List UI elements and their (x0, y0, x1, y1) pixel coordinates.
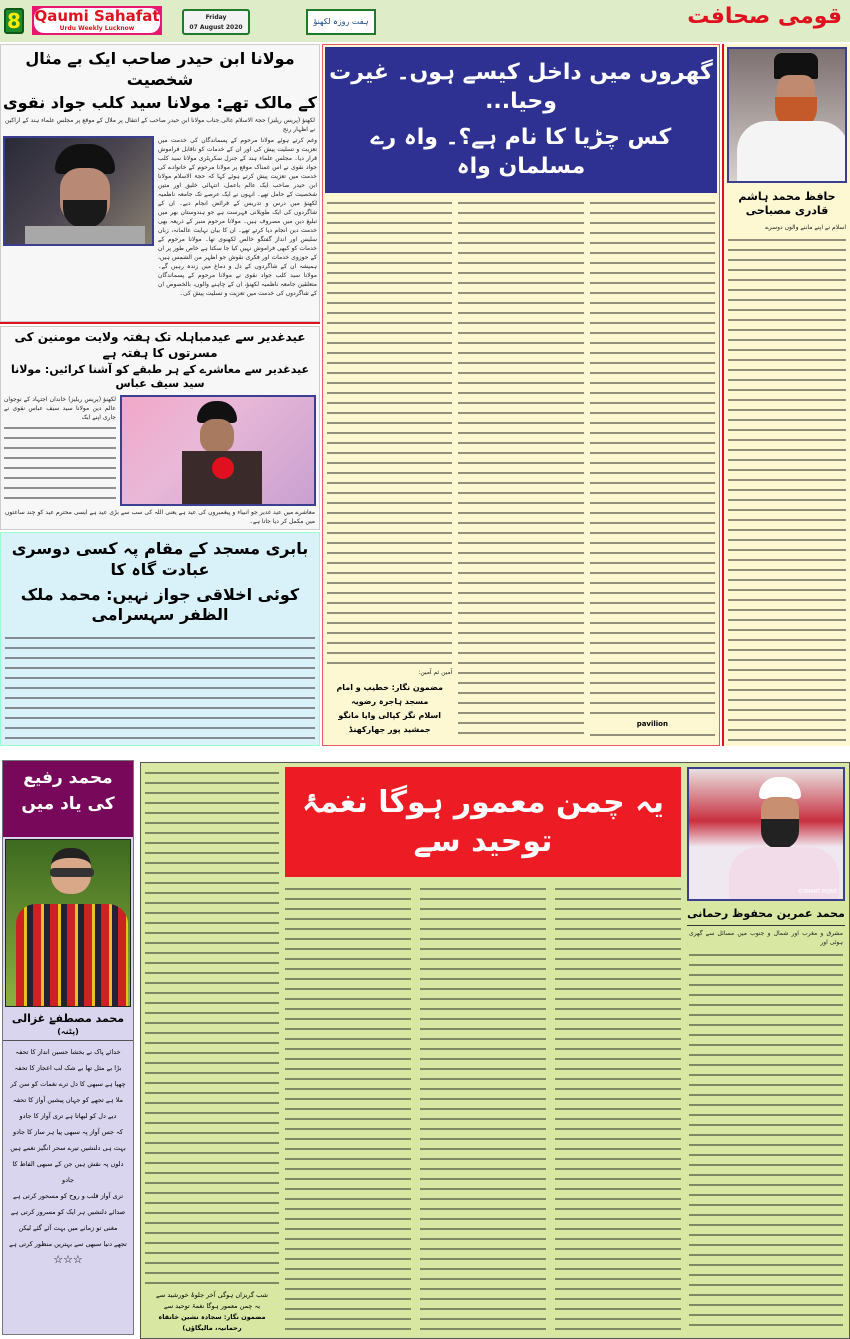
article-body-lines (728, 234, 846, 742)
headline-line1: گھروں میں داخل کیسے ہوں۔ غیرت وحیا... (329, 60, 713, 114)
pavilion-word: pavilion (636, 720, 668, 728)
byline (327, 677, 452, 741)
body-column-right (689, 949, 843, 1332)
date: 07 August 2020 (189, 24, 243, 31)
article-mohammed-rafi (2, 760, 134, 1335)
article-body-lines (4, 422, 116, 506)
headline-line2: کے مالک تھے: مولانا سید کلب جواد نقوی (3, 92, 317, 112)
body-column-2 (420, 883, 546, 1334)
poem-line: ملا ہے تجھے کو جہاں پیشین آواز کا تحفہ (13, 1095, 123, 1104)
date-box (182, 9, 250, 35)
day: Friday (205, 14, 227, 21)
poem-line: تری آواز قلب و روح کو مسحور کرتی ہے (12, 1191, 124, 1200)
article-ghairat-haya (322, 44, 720, 746)
weekly-label: ہفت روزہ لکھنؤ (306, 9, 376, 35)
article-lead: لکھنؤ (پریس ریلیز) حجۃ الاسلام عالی جناب مولانا ابن حیدر صاحب کے انتقال پر ملال کے موقع پر مجلس علماء ہند کے اراکین نے اظہار رنج (5, 117, 315, 134)
poem-line: خدائے پاک نے بخشا حسین انداز کا تحفہ (15, 1047, 121, 1056)
masthead: قومی صحافت (687, 4, 842, 29)
logo-subtitle: Urdu Weekly Lucknow (59, 25, 135, 32)
article-naghma-tauheed (140, 762, 850, 1339)
article-babri-masjid (0, 532, 320, 746)
headline: عیدغدیر سے عیدمباہلہ تک ہفتہ ولایت مومنین کی مسرتوں کا ہفتہ ہے (14, 330, 306, 360)
headline-line1: بابری مسجد کے مقام پہ کسی دوسری عبادت گاہ کا (11, 539, 309, 579)
headline: یہ چمن معمور ہوگا نغمۂ توحید سے (301, 785, 665, 859)
body-lines (458, 197, 583, 741)
body-lines (590, 197, 715, 719)
article-body-lines (5, 632, 315, 741)
poet-place: (پٹنہ) (3, 1027, 133, 1040)
article-content-row (1, 136, 319, 321)
article-eid-ghadeer (0, 326, 320, 530)
poem-line: بہت ہی دلنشیں تیرے سحر انگیز نغمے ہیں (10, 1143, 126, 1152)
memorial-title-box (3, 761, 133, 837)
headline-line1: مولانا ابن حیدر صاحب ایک بے مثال شخصیت (25, 49, 295, 89)
stars-ornament: ☆☆☆ (53, 1252, 83, 1266)
subheadline: عیدغدیر سے معاشرے کے ہر طبقے کو آشنا کرائیں: مولانا سید سیف عباس (10, 363, 310, 391)
body-column-1 (285, 883, 411, 1334)
title-line2: کی یاد میں (21, 794, 115, 815)
poem-line: کہ جس آواز پہ سبھی پیا ہر ساز کا جادو (13, 1127, 123, 1136)
article-closing: معاشرے میں عید غدیر جو انبیاء و پیغمبروں کی عید ہے یعنی اللہ کی سب سے بڑی عید ہے ایسی محترم عید کو چند ساعتوں میں مکمل کر دیا جاتا ہے۔ (5, 509, 315, 525)
article-lead: مشرق و مغرب اور شمال و جنوب میں مسائل سے گھری ہوئی اور (689, 930, 843, 947)
closing-text: آمین ثم آمین: (418, 669, 453, 676)
verse-line: یہ چمن معمور ہوگا نغمۂ توحید سے (163, 1302, 261, 1310)
page-header (0, 0, 850, 42)
article-body-side: وغم کرتے ہوئے مولانا مرحوم کے پسماندگان کی خدمت میں تعزیت و تسلیت پیش کی اور ان کے خدمات کو ناقابل فراموش قرار دیا۔ مجلس علماء ہند کے جنرل سکریٹری مولانا سید کلب جواد نقوی نے اس غمناک موقع پر مولانا مرحوم کے خانوادے کی خدمت میں تعزیت پیش کرتے ہوئے کہا کہ حجۃ الاسلام مولانا ابن حیدر صاحب ایک عالم باعمل، انتہائی خلیق اور متین شخصیت کے حامل تھے۔ انہوں نے ایک عرصے تک جامعہ ناظمیہ لکھنؤ میں درس و تدریس کے فرائض انجام دیے۔ ان کے شاگردوں کی ایک طویلانی فہرست ہے جو ہندوستان بھر میں تبلیغ دین میں مصروف ہیں۔ مولانا مرحوم منبر کے ذریعہ بھی خدمت دین انجام دیا کرتے تھے۔ ان کا بیان نہایت عالمانہ، زبان سلیس اور انداز گفتگو خالص لکھنوی تھا۔ مولانا مرحوم کے خدمات کو کبھی فراموش نہیں کیا جا سکتا ہے خاص طور پر ان کے حوزوی خدمات اور فکری نقوش جو اظہر من الشمس ہیں، ہمیشہ ان کے شاگردوں کے دل و دماغ میں زندہ رہیں گے۔ مولانا سید کلب جواد نقوی نے مولانا مرحوم کے پسماندگان متعلقین جامعہ ناظمیہ لکھنؤ، ان کے چاہنے والوں، بالخصوص ان کے شاگردوں کی خدمت میں تعزیت و تسلیت پیش کی۔ (158, 137, 317, 298)
kalbe-jawad-photo (3, 136, 154, 246)
body-column-3 (555, 883, 681, 1334)
divider (0, 322, 320, 324)
title-line1: محمد رفیع (23, 768, 113, 788)
headline-box (285, 767, 681, 877)
body-column-middle (458, 197, 583, 741)
page-number: 8 (4, 8, 24, 34)
article-lead: لکھنؤ (پریس ریلیز) خاندان اجتہاد کے نوجوان عالم دین مولانا سید سیف عباس نقوی نے جاری اپنے ایک (4, 395, 116, 421)
poem-line: بڑا بے مثل تھا بے شک لب اعجاز کا تحفہ (14, 1063, 122, 1072)
body-columns (285, 883, 681, 1334)
headline-box (325, 47, 717, 193)
body-column-left (327, 197, 452, 741)
headline-line2: کس چڑیا کا نام ہے؟۔ واہ رے مسلمان واہ (370, 125, 672, 179)
far-left-column (145, 767, 279, 1334)
verse-line: شب گریزاں ہوگی آخر جلوۂ خورشید سے (156, 1291, 268, 1299)
right-section (687, 767, 845, 1334)
author-name: محمد عمرین محفوظ رحمانی (687, 907, 845, 926)
headline-line2: کوئی اخلاقی جواز نہیں: محمد ملک الظفر سہسرامی (20, 584, 300, 625)
body-columns (323, 195, 719, 745)
closing-verse (145, 1287, 279, 1334)
article-lead: اسلام نے اپنے ماننے والوں دوسرے (765, 223, 846, 231)
article-hashim-qadri (722, 44, 850, 746)
hashim-qadri-photo (727, 47, 847, 183)
byline: مضمون نگار: سجادہ نشین خانقاہ رحمانیہ، مالیگاؤں) (158, 1313, 266, 1332)
article-side-text (4, 395, 116, 506)
logo-title: Qaumi Sahafat (34, 7, 160, 25)
main-section (285, 767, 681, 1334)
body-column-right (590, 197, 715, 741)
poet-name: محمد مصطفےٰ غزالی (11, 1012, 125, 1025)
body-lines (327, 197, 452, 666)
poem-line: چھپا ہے سبھی کا دل ترے نغمات کو سن کر (10, 1079, 126, 1088)
poem-line: مغنی تو زمانے میں بہت آئے گئے لیکن (18, 1223, 118, 1232)
rahmani-photo (687, 767, 845, 901)
rafi-portrait-photo (5, 839, 131, 1007)
poem-line: دلوں پہ نقش ہیں جن کے سبھی الفاظ کا جادو (12, 1159, 124, 1184)
poem-line: دیے دل کو لبھاتا ہے تری آواز کا جادو (19, 1111, 117, 1120)
body-lines (590, 729, 715, 741)
byline-label: مضمون نگار: خطیب و امام مسجد ہاجرہ رضویہ (336, 683, 443, 706)
poem (3, 1041, 133, 1271)
article-content-row (1, 392, 319, 506)
poem-line: صدائے دلنشیں ہر ایک کو مسرور کرتی ہے (10, 1207, 126, 1216)
byline-place: اسلام نگر کپالی وایا مانگو جمشید پور جھارکھنڈ (338, 711, 442, 734)
article-ibn-haider (0, 44, 320, 322)
body-column-far-left (145, 767, 279, 1287)
saif-abbas-photo (120, 395, 316, 506)
poem-line: تجھے دنیا سبھی سے بہتریں منظور کرتی ہے (9, 1239, 127, 1248)
author-name: حافظ محمد ہاشم قادری مصباحی (738, 190, 836, 218)
photo-watermark: ©SMART POINT (798, 889, 837, 895)
newspaper-logo (32, 6, 162, 35)
